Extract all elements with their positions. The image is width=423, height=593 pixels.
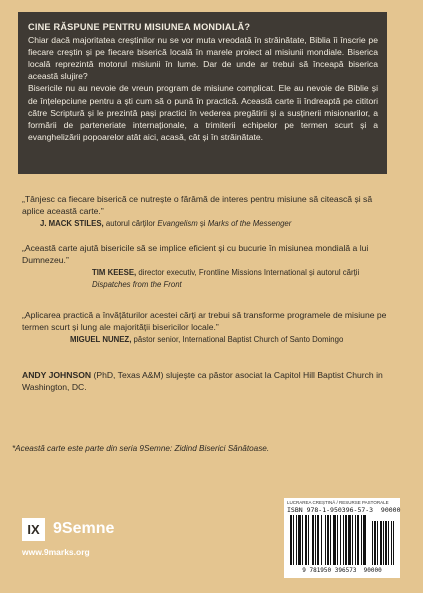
series-note: *Această carte este parte din seria 9Semne: Zidind Biserici Sănătoase. bbox=[12, 444, 270, 453]
quote-attribution bbox=[22, 267, 390, 291]
isbn-barcode bbox=[284, 498, 400, 578]
barcode-bars bbox=[290, 515, 394, 567]
endorser-name: MIGUEL NUNEZ, bbox=[70, 335, 132, 344]
barcode-bar bbox=[345, 515, 347, 565]
barcode-bar bbox=[296, 515, 297, 565]
barcode-bar bbox=[363, 515, 366, 565]
barcode-addon-bar bbox=[393, 521, 394, 565]
barcode-addon-bar bbox=[377, 521, 378, 565]
barcode-bar bbox=[325, 515, 326, 565]
author-bio-text: (PhD, Texas A&M) slujește ca păstor asociat la Capitol Hill Baptist Church in Washington, DC. bbox=[22, 370, 383, 392]
barcode-bar bbox=[327, 515, 329, 565]
barcode-addon-bar bbox=[388, 521, 389, 565]
barcode-bar bbox=[312, 515, 314, 565]
barcode-bar bbox=[355, 515, 356, 565]
isbn-number: ISBN 978-1-950396-57-3 bbox=[287, 506, 374, 514]
endorsement-quote bbox=[22, 242, 390, 291]
book-title: Dispatches from the Front bbox=[92, 280, 182, 289]
endorser-role: păstor senior, International Baptist Church of Santo Domingo bbox=[131, 335, 344, 344]
barcode-bar bbox=[361, 515, 362, 565]
logo-name: 9Semne bbox=[53, 520, 115, 537]
endorsement-quote bbox=[22, 309, 390, 346]
barcode-bar bbox=[293, 515, 294, 565]
quote-attribution bbox=[22, 334, 390, 346]
barcode-bar bbox=[337, 515, 338, 565]
barcode-bar bbox=[305, 515, 307, 565]
description-title: CINE RĂSPUNE PENTRU MISIUNEA MONDIALĂ? bbox=[28, 22, 251, 32]
description-paragraph-2: Bisericile nu au nevoie de vreun program de misiune complicat. Ele au nevoie de Biblie și de înțelepciune pentru a ști cum să o pună în practică. Această carte îi îndreaptă pe cititori către Scriptură și le prezintă pași practici în vederea pregătirii și a susținerii misionarilor, a formării de parteneriate internaționale, a trimiterii echipelor pe termen scurt și a evanghelizării popoarelor atât aici, acasă, cât și în străinătate. bbox=[28, 83, 378, 142]
barcode-addon-bar bbox=[372, 521, 373, 565]
barcode-addon-digits: 90000 bbox=[363, 567, 382, 574]
barcode-digits bbox=[287, 567, 397, 574]
barcode-category: LUCRAREA CREȘTINĂ / RESURSE PASTORALE bbox=[287, 500, 389, 505]
barcode-bar bbox=[290, 515, 292, 565]
barcode-addon-bar bbox=[385, 521, 387, 565]
description-box bbox=[18, 12, 387, 174]
barcode-addon-bar bbox=[374, 521, 376, 565]
book-title: Marks of the Messenger bbox=[207, 219, 292, 228]
endorser-role: director executiv, Frontline Missions International și autorul cărții bbox=[136, 268, 360, 277]
quote-text: „Tânjesc ca fiecare biserică ce nutrește o fărâmă de interes pentru misiune să citească și să aplice această carte.” bbox=[22, 194, 373, 216]
conjunction: și bbox=[197, 219, 208, 228]
endorser-name: J. MACK STILES, bbox=[40, 219, 104, 228]
barcode-bar bbox=[298, 515, 301, 565]
barcode-bar bbox=[315, 515, 316, 565]
barcode-bar bbox=[321, 515, 322, 565]
barcode-bar bbox=[348, 515, 351, 565]
barcode-addon-bar bbox=[380, 521, 382, 565]
barcode-bar bbox=[343, 515, 344, 565]
quote-attribution bbox=[22, 218, 390, 230]
logo-url: www.9marks.org bbox=[22, 547, 90, 557]
barcode-bar bbox=[333, 515, 336, 565]
barcode-bar bbox=[302, 515, 303, 565]
logo-mark: IX bbox=[22, 518, 45, 541]
endorser-name: TIM KEESE, bbox=[92, 268, 137, 277]
barcode-bar bbox=[352, 515, 353, 565]
author-bio bbox=[22, 369, 394, 393]
quote-text: „Aplicarea practică a învățăturilor acestei cărți ar trebui să transforme programele de misiune pe termen scurt și lung ale majorității bisericilor locale.” bbox=[22, 310, 387, 332]
barcode-bar bbox=[308, 515, 309, 565]
isbn-addon: 90000 bbox=[380, 506, 401, 514]
endorser-role: autorul cărților bbox=[103, 219, 158, 228]
endorsement-quote bbox=[22, 193, 390, 230]
author-name: ANDY JOHNSON bbox=[22, 370, 92, 380]
barcode-addon-bar bbox=[383, 521, 384, 565]
book-title: Evangelism bbox=[157, 219, 198, 228]
barcode-addon-bar bbox=[391, 521, 392, 565]
barcode-main-digits: 9 781950 396573 bbox=[302, 567, 357, 574]
publisher-logo bbox=[22, 518, 115, 566]
barcode-bar bbox=[330, 515, 331, 565]
quote-text: „Această carte ajută bisericile să se implice eficient și cu bucurie în misiunea mondială a lui Dumnezeu.” bbox=[22, 243, 369, 265]
barcode-bar bbox=[340, 515, 341, 565]
description-paragraph-1: Chiar dacă majoritatea creștinilor nu se vor muta vreodată în străinătate, Biblia îi înscrie pe fiecare creștin și pe fiecare biserică locală în marele proiect al misiunii mondiale. Biserica locală reprezintă motorul misiunii în lume. Dar de unde ar trebui să înceapă biserica această slujire? bbox=[28, 35, 378, 82]
barcode-bar bbox=[317, 515, 319, 565]
barcode-isbn bbox=[287, 506, 401, 514]
barcode-bar bbox=[357, 515, 359, 565]
